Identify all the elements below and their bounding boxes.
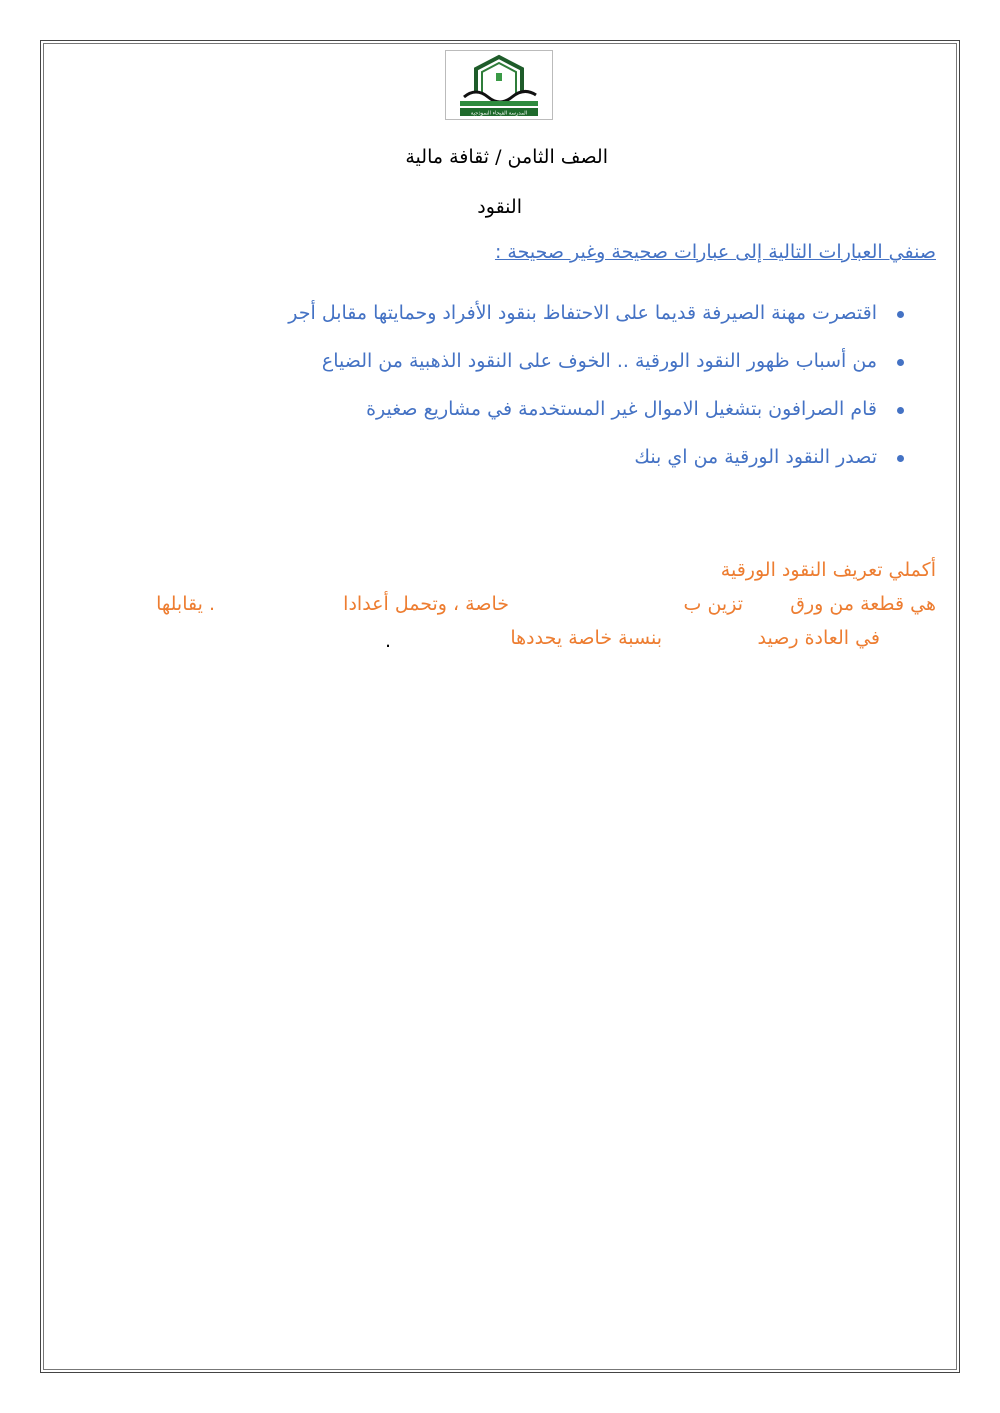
bullet-dot-icon [897, 455, 904, 462]
completion-heading: أكملي تعريف النقود الورقية [720, 559, 936, 581]
school-logo-graphic [446, 51, 552, 119]
statement-text: تصدر النقود الورقية من اي بنك [634, 446, 877, 468]
completion-fragment: بنسبة خاصة يحددها [510, 627, 662, 649]
instruction-text: صنفي العبارات التالية إلى عبارات صحيحة وغير صحيحة : [494, 241, 936, 263]
completion-end-mark: . [385, 630, 392, 652]
completion-line-2 [120, 627, 880, 657]
completion-fragment: خاصة ، وتحمل أعدادا [343, 593, 509, 615]
bullet-dot-icon [897, 311, 904, 318]
grade-title-text: الصف الثامن / ثقافة مالية [405, 146, 608, 168]
statements-list [288, 298, 904, 490]
completion-fragment: تزين ب [683, 593, 743, 615]
statement-text: من أسباب ظهور النقود الورقية .. الخوف على النقود الذهبية من الضياع [321, 350, 877, 372]
school-logo [445, 50, 553, 120]
list-item [288, 394, 904, 442]
statement-text: قام الصرافون بتشغيل الاموال غير المستخدمة في مشاريع صغيرة [366, 398, 877, 420]
completion-fragment: في العادة رصيد [757, 627, 880, 649]
completion-fragment: هي قطعة من ورق [790, 593, 936, 615]
completion-fragment: . يقابلها [156, 593, 215, 615]
list-item [288, 346, 904, 394]
list-item [288, 442, 904, 490]
logo-subtext: المدرسة الفيحاء النموذجية [470, 110, 528, 117]
list-item [288, 298, 904, 346]
completion-line-1 [146, 593, 936, 623]
bullet-dot-icon [897, 359, 904, 366]
bullet-dot-icon [897, 407, 904, 414]
lesson-title-text: النقود [477, 196, 522, 218]
statement-text: اقتصرت مهنة الصيرفة قديما على الاحتفاظ بنقود الأفراد وحمايتها مقابل أجر [288, 302, 877, 324]
